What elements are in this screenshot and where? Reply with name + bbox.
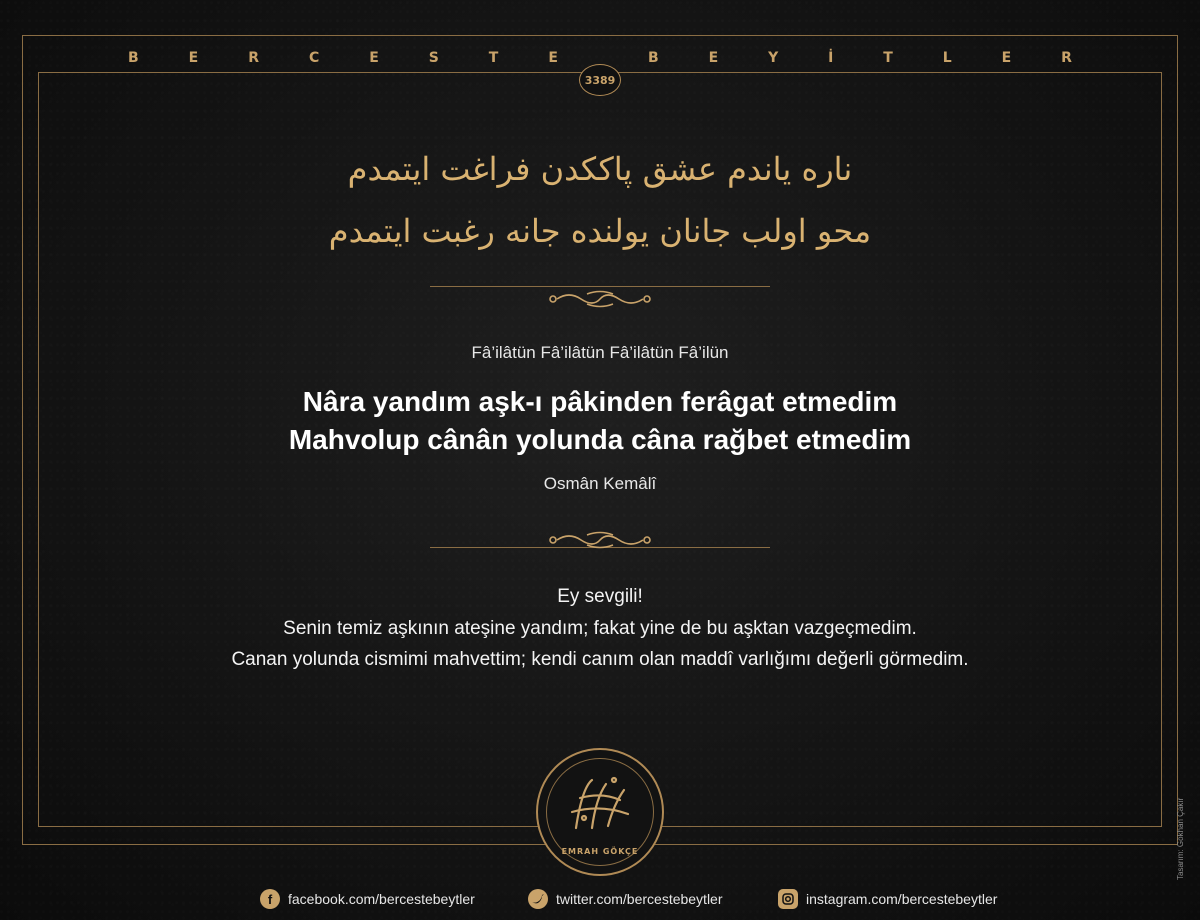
explanation-line-1: Ey sevgili! (557, 586, 643, 607)
instagram-icon (778, 889, 798, 909)
ottoman-verse-line-1: ناره ياندم عشق پاككدن فراغت ايتمدم (347, 150, 853, 188)
header-letter: R (1061, 50, 1072, 66)
facebook-handle: facebook.com/bercestebeytler (288, 891, 475, 907)
header-letter: E (708, 50, 719, 66)
verse-line-2: Mahvolup cânân yolunda câna rağbet etmedim (288, 424, 912, 455)
meter-pattern: Fâ’ilâtün Fâ’ilâtün Fâ’ilâtün Fâ’ilün (471, 343, 729, 362)
ornament-divider-bottom (430, 547, 770, 571)
header-letter: T (883, 50, 893, 66)
header-letter: E (369, 50, 379, 66)
ottoman-verse-line-2: محو اولب جانان يولنده جانه رغبت ايتمدم (328, 212, 872, 250)
header-letter: S (428, 50, 439, 66)
header-letter: B (648, 50, 659, 66)
poet-name: Osmân Kemâlî (543, 474, 657, 493)
ornament-divider-top (430, 286, 770, 310)
header-word-beytler (648, 50, 1072, 66)
header-word-bercestе (128, 50, 558, 66)
instagram-handle: instagram.com/bercestebeytler (806, 891, 998, 907)
emrah-gokce-logo (536, 748, 664, 876)
header-letter: L (942, 50, 952, 66)
logo-name: EMRAH GÖKÇE (561, 847, 639, 856)
flourish-icon (547, 531, 653, 549)
header-letter: E (188, 50, 199, 66)
header-letter: B (128, 50, 139, 66)
header-letter: E (1001, 50, 1012, 66)
explanation-line-2: Senin temiz aşkının ateşine yandım; fakat yine de bu aşktan vazgeçmedim. (283, 618, 917, 639)
design-credit: Tasarım: Gökhan Çakır (1176, 797, 1185, 880)
header-letter: R (248, 50, 259, 66)
header-letter: İ (828, 50, 834, 66)
twitter-handle: twitter.com/bercestebeytler (556, 891, 723, 907)
facebook-link[interactable] (260, 884, 475, 914)
twitter-link[interactable] (528, 884, 723, 914)
header-letter: E (548, 50, 558, 66)
verse-line-1: Nâra yandım aşk-ı pâkinden ferâgat etmedim (302, 386, 898, 417)
flourish-icon (547, 290, 653, 308)
instagram-link[interactable] (778, 884, 997, 914)
social-links (0, 884, 1200, 914)
header-letter: T (488, 50, 499, 66)
explanation-line-3: Canan yolunda cismimi mahvettim; kendi canım olan maddî varlığımı değerli görmedim. (231, 649, 969, 670)
header-letter: Y (768, 50, 779, 66)
twitter-icon (528, 889, 548, 909)
calligraphy-seal-icon (562, 768, 638, 844)
facebook-icon: f (260, 889, 280, 909)
couplet-number-badge: 3389 (579, 64, 621, 96)
header-letter: C (308, 50, 320, 66)
